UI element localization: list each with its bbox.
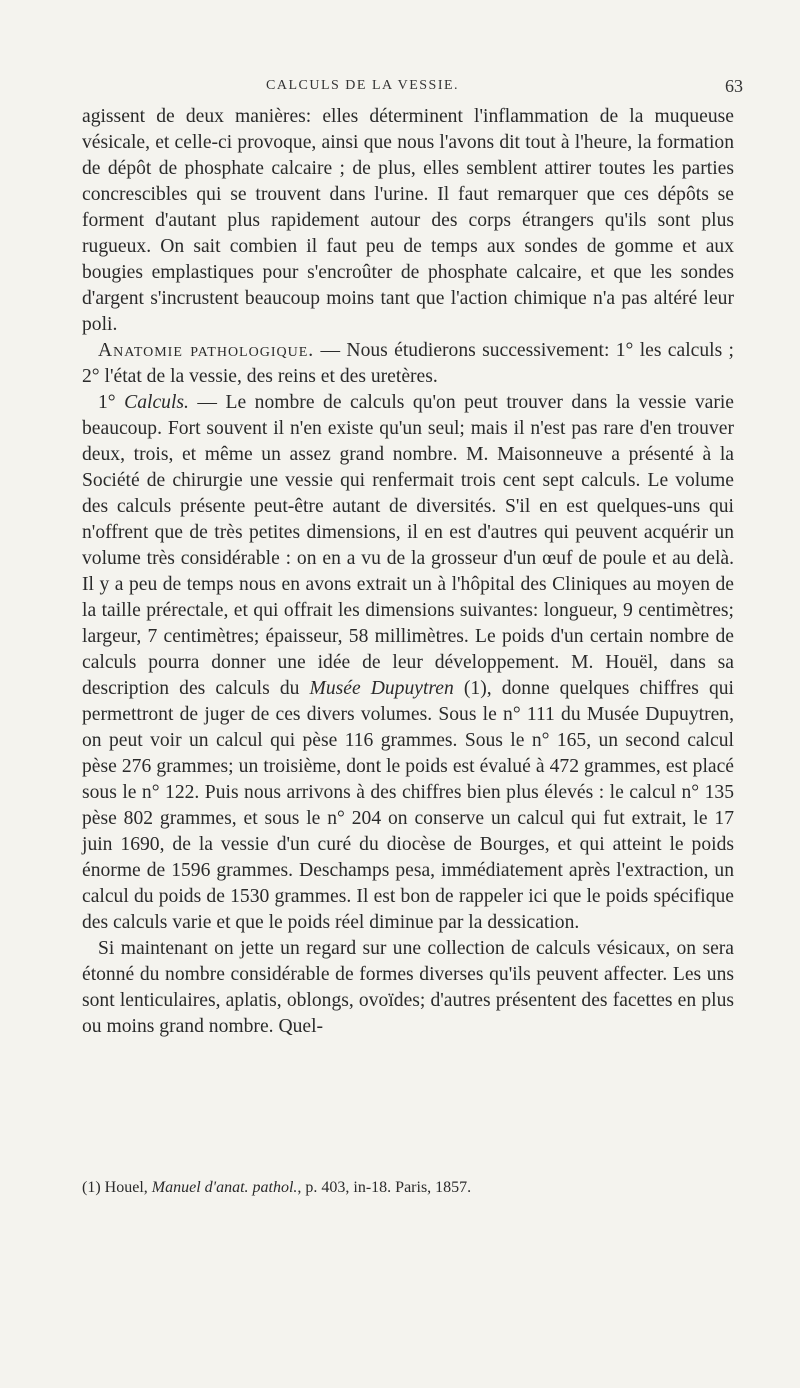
running-title: CALCULS DE LA VESSIE. xyxy=(266,78,460,93)
paragraph-1 xyxy=(82,104,734,338)
page-number: 63 xyxy=(725,76,743,96)
section-heading-anatomie: Anatomie pathologique. xyxy=(98,340,315,361)
paragraph-anatomie xyxy=(82,338,734,390)
musee-dupuytren-title: Musée Dupuytren xyxy=(309,678,454,699)
paragraph-1-text: agissent de deux manières: elles déterminent l'inflammation de la muqueuse vésicale, et celle-ci provoque, ainsi que nous l'avons dit tout à l'heure, la formation de dépôt de phosphate calcaire ; de plus, elles semblent attirer toutes les parties concrescibles qui se trouvent dans l'urine. Il faut remarquer que ces dépôts se forment d'autant plus rapidement autour des corps étrangers qu'ils sont plus rugueux. On sait combien il faut peu de temps aux sondes de gomme et aux bougies emplastiques pour s'encroûter de phosphate calcaire, et que les sondes d'argent s'incrustent beaucoup moins tant que l'action chimique n'a pas altéré leur poli. xyxy=(82,106,734,335)
footnote-marker: (1) Houel, xyxy=(82,1179,152,1196)
paragraph-anatomie-text: — Nous étudierons successivement: 1° les calculs ; 2° l'état de la vessie, des reins et des uretères. xyxy=(82,340,734,387)
footnote xyxy=(82,1178,734,1198)
footnote-title: Manuel d'anat. pathol. xyxy=(151,1179,298,1196)
section-heading-calculs: Calculs. xyxy=(124,392,189,413)
main-text xyxy=(82,104,734,1040)
paragraph-calculs xyxy=(82,390,734,936)
paragraph-calculs-text-b: (1), donne quelques chiffres qui permettront de juger de ces divers volumes. Sous le n° 111 du Musée Dupuytren, on peut voir un calcul qui pèse 116 grammes. Sous le n° 165, un second calcul pèse 276 grammes; un troisième, dont le poids est évalué à 472 grammes, est placé sous le n° 122. Puis nous arrivons à des chiffres bien plus élevés : le calcul n° 135 pèse 802 grammes, et sous le n° 204 on conserve un calcul qui fut extrait, le 17 juin 1690, de la vessie d'un curé du diocèse de Bourges, et qui atteint le poids énorme de 1596 grammes. Deschamps pesa, immédiatement après l'extraction, un calcul du poids de 1530 grammes. Il est bon de rappeler ici que le poids spécifique des calculs varie et que le poids réel diminue par la dessication. xyxy=(82,678,734,933)
calculs-number: 1° xyxy=(98,392,125,413)
footnote-rest: , p. 403, in-18. Paris, 1857. xyxy=(297,1179,472,1196)
paragraph-4-text: Si maintenant on jette un regard sur une collection de calculs vésicaux, on sera étonné du nombre considérable de formes diverses qu'ils peuvent affecter. Les uns sont lenticulaires, aplatis, oblongs, ovoïdes; d'autres présentent des facettes en plus ou moins grand nombre. Quel- xyxy=(82,938,734,1037)
paragraph-4 xyxy=(82,936,734,1040)
paragraph-calculs-text-a: — Le nombre de calculs qu'on peut trouver dans la vessie varie beaucoup. Fort souvent il n'en existe qu'un seul; mais il n'est pas rare d'en trouver deux, trois, et même un assez grand nombre. M. Maisonneuve a présenté à la Société de chirurgie une vessie qui renfermait trois cent sept calculs. Le volume des calculs présente peut-être autant de diversités. S'il en est quelques-uns qui n'offrent que de très petites dimensions, il en est d'autres qui peuvent acquérir un volume très considérable : on en a vu de la grosseur d'un œuf de poule et au delà. Il y a peu de temps nous en avons extrait un à l'hôpital des Cliniques au moyen de la taille prérectale, et qui offrait les dimensions suivantes: longueur, 9 centimètres; largeur, 7 centimètres; épaisseur, 58 millimètres. Le poids d'un certain nombre de calculs pourra donner une idée de leur développement. M. Houël, dans sa description des calculs du xyxy=(82,392,735,699)
